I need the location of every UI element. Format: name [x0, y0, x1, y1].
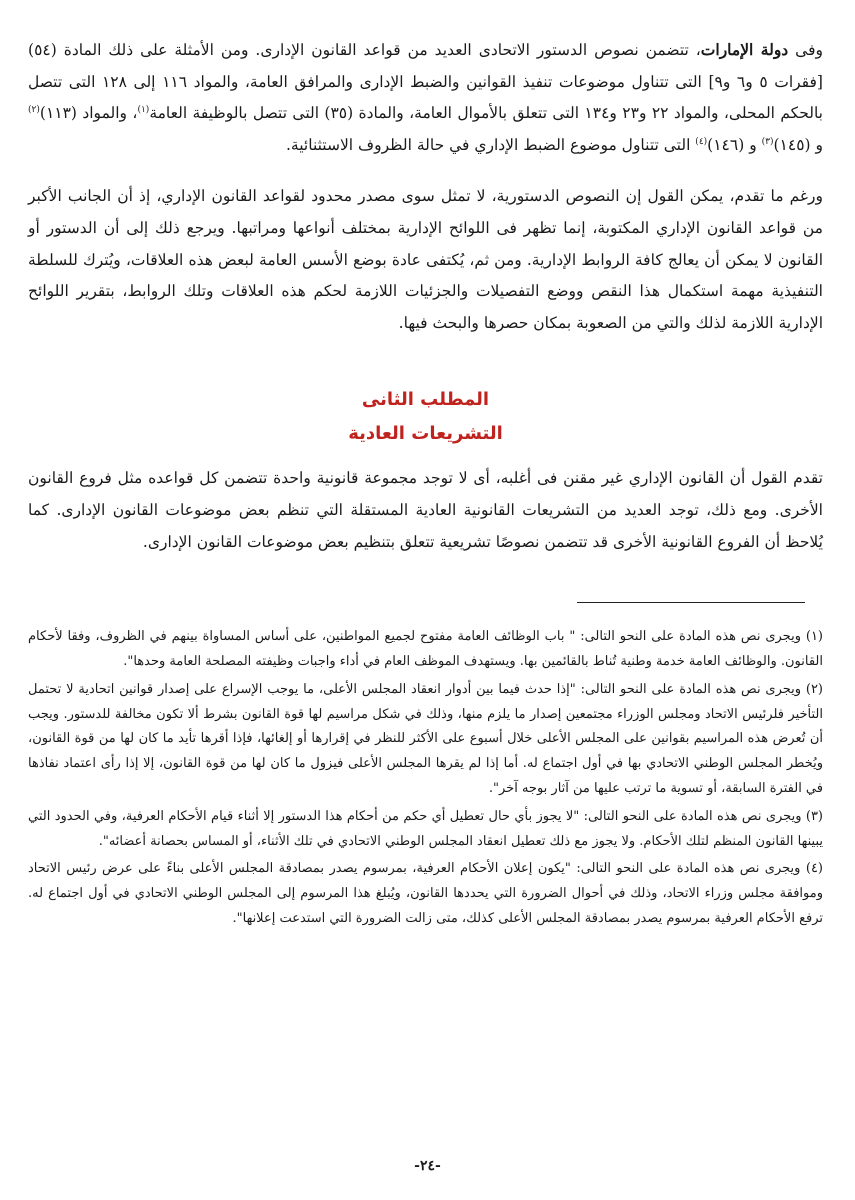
paragraph-text: و (١٤٦) [707, 135, 762, 154]
footnote-2: (٢) ويجرى نص هذه المادة على النحو التالى: "إذا حدث فيما بين أدوار انعقاد المجلس الأعلى، ما يوجب الإسراع على إصدار قوانين اتحادية لا تحتمل التأخير فلرئيس الاتحاد ومجلس الوزراء مجتمعين إصدار ما يلزم منها، وذلك في شكل مراسيم لها قوة القانون بشرط ألا تكون مخالفة للدستور. ويجب أن تُعرض هذه المراسيم بقوانين على المجلس الأعلى خلال أسبوع على الأكثر للنظر في إقرارها أو إلغائها، فإذا أقرها تأيد ما كان لها من قوة القانون، ويُخطر المجلس الوطني الاتحادي بها في أول اجتماع له. أما إذا لم يقرها المجلس الأعلى فيزول ما كان لها من قوة القانون، إلا إذا رأى اعتماد نفاذها في الفترة السابقة، أو تسوية ما ترتب عليها من آثار بوجه آخر". [28, 681, 823, 796]
bold-uae: دولة الإمارات [700, 40, 789, 59]
footnote-separator [577, 602, 805, 603]
section-title: المطلب الثانى [361, 389, 490, 411]
section-subtitle: التشريعات العادية [348, 423, 503, 445]
paragraph-ordinary-legislation: تقدم القول أن القانون الإداري غير مقنن فى أغلبه، أى لا توجد مجموعة قانونية واحدة تتضمن كل قواعده مثل فروع القانون الأخرى. ومع ذلك، توجد العديد من التشريعات القانونية العادية المستقلة التي تنظم بعض موضوعات القانون الإدارى. كما يُلاحظ أن الفروع القانونية الأخرى قد تتضمن نصوصًا تشريعية تتعلق بتنظيم بعض موضوعات القانون الإدارى. [28, 469, 823, 551]
footnote-ref-4[interactable]: (٤) [695, 136, 708, 147]
paragraph-text: التى تتناول موضوع الضبط الإداري في حالة الظروف الاستثنائية. [286, 135, 696, 154]
footnote-ref-3[interactable]: (٣) [761, 136, 774, 147]
paragraph-uae-constitution [28, 34, 823, 161]
paragraph-text: ، والمواد (١١٣) [39, 104, 138, 123]
footnote-3: (٣) ويجرى نص هذه المادة على النحو التالى: "لا يجوز بأي حال تعطيل أي حكم من أحكام هذا الدستور إلا أثناء قيام الأحكام العرفية، وفي الحدود التي يبينها القانون المنظم لتلك الأحكام. ولا يجوز مع ذلك تعطيل انعقاد المجلس الوطني الاتحادي في تلك الأثناء، أو المساس بحصانة أعضائه". [28, 808, 823, 849]
paragraph-lead: وفى [795, 41, 823, 59]
paragraph-text: و (١٤٥) [773, 135, 823, 154]
footnote-ref-1[interactable]: (١) [137, 105, 150, 116]
footnote-4: (٤) ويجرى نص هذه المادة على النحو التالى: "يكون إعلان الأحكام العرفية، بمرسوم يصدر بمصادقة المجلس الأعلى بناءً على عرض رئيس الاتحاد وموافقة مجلس وزراء الاتحاد، وذلك في أحوال الضرورة التي يحددها القانون، ويُبلغ هذا المرسوم إلى المجلس الوطني الاتحادي في أول اجتماع له. ترفع الأحكام العرفية بمرسوم يصدر بمصادقة المجلس الأعلى كذلك، متى زالت الضرورة التي استدعت إعلانها". [28, 861, 823, 926]
footnote-1: (١) ويجرى نص هذه المادة على النحو التالى: " باب الوظائف العامة مفتوح لجميع المواطنين، على أساس المساواة بينهم في الظروف، وفقا لأحكام القانون. والوظائف العامة خدمة وطنية تُناط بالقائمين بها. ويستهدف الموظف العام في أداء واجبات وظيفته المصلحة العامة وحدها". [28, 629, 823, 669]
paragraph-text: ، تتضمن نصوص الدستور الاتحادى العديد من قواعد القانون الإدارى. ومن الأمثلة على ذلك المادة (٥٤) [فقرات ٥ و٦ و٩] التى تتناول موضوعات تنفيذ القوانين والضبط الإدارى والمرافق العامة، والمواد ١١٦ إلى ١٢٨ التى تتصل بالحكم المحلى، والمواد ٢٢ و٢٣ و١٣٤ التى تتعلق بالأموال العامة، والمادة (٣٥) التى تتصل بالوظيفة العامة [28, 41, 823, 123]
footnote-ref-2[interactable]: (٢) [28, 105, 40, 116]
footnotes [28, 625, 823, 932]
page-number: -٢٤- [414, 1158, 441, 1174]
paragraph-constitutional-limits: ورغم ما تقدم، يمكن القول إن النصوص الدستورية، لا تمثل سوى مصدر محدود لقواعد القانون الإداري، إذ أن الجانب الأكبر من قواعد القانون الإداري المكتوبة، إنما تظهر فى اللوائح الإدارية بمختلف أنواعها ومراتبها. ويرجع ذلك إلى أن الدستور أو القانون لا يمكن أن يعالج كافة الروابط الإدارية. ومن ثم، يُكتفى عادة بوضع الأسس العامة لبعض هذه العلاقات، ويُترك للسلطة التنفيذية مهمة استكمال هذا النقص ووضع التفصيلات والجزئيات اللازمة لحكم هذه العلاقات وتلك الروابط، بتقرير اللوائح الإدارية اللازمة لذلك والتي من الصعوبة بمكان حصرها والبحث فيها. [28, 187, 823, 332]
